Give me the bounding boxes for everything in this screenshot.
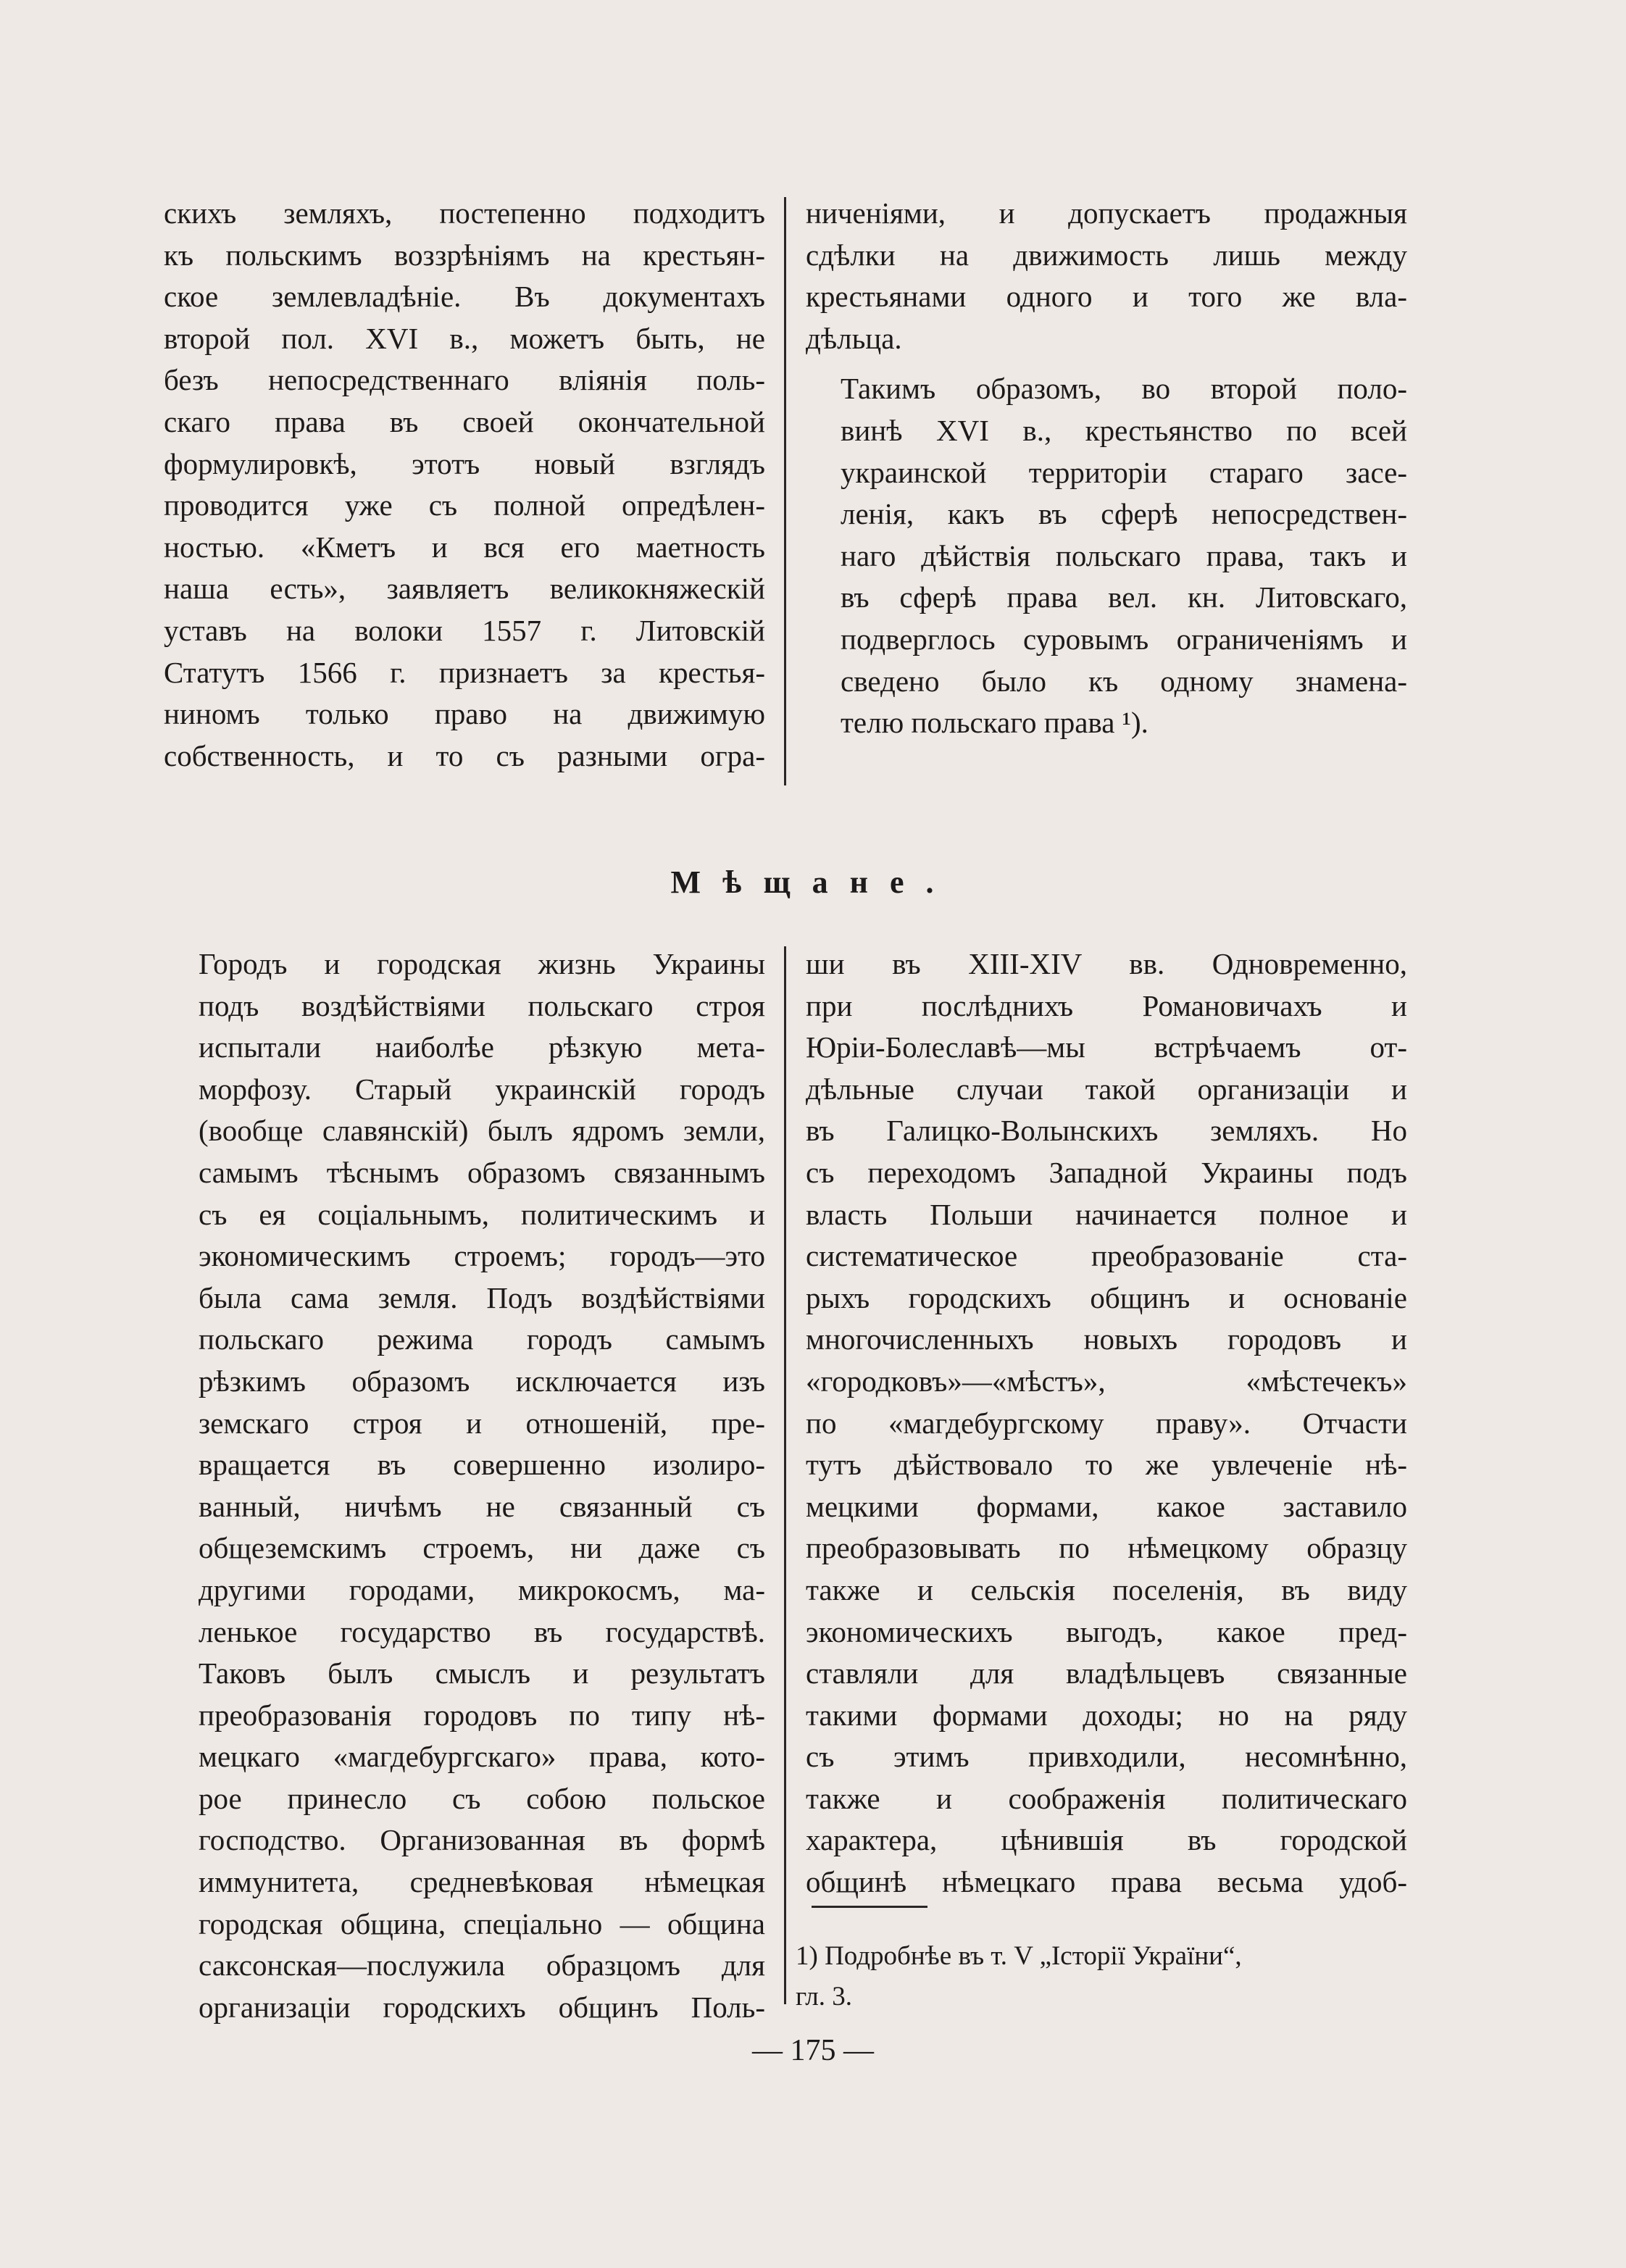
text-line: ши въ XIII-XIV вв. Одновременно, (806, 947, 1407, 980)
text-line: рыхъ городскихъ общинъ и основаніе (806, 1280, 1407, 1314)
text-line: винѣ XVI в., крестьянство по всей (841, 413, 1407, 447)
text-line: такими формами доходы; но на ряду (806, 1698, 1407, 1732)
text-line: общинѣ нѣмецкаго права весьма удоб- (806, 1865, 1407, 1899)
text-line: телю польскаго права ¹). (841, 706, 1148, 740)
text-line: земскаго строя и отношеній, пре- (199, 1406, 765, 1440)
text-line: испытали наиболѣе рѣзкую мета- (199, 1030, 765, 1064)
text-line: тутъ дѣйствовало то же увлеченіе нѣ- (806, 1448, 1407, 1482)
text-line: ское землевладѣніе. Въ документахъ (164, 280, 765, 314)
text-line: «городковъ»—«мѣстъ», «мѣстечекъ» (806, 1364, 1407, 1398)
text-line: вращается въ совершенно изолиро- (199, 1448, 765, 1482)
text-line: при послѣднихъ Романовичахъ и (806, 988, 1407, 1022)
bottom-right-column (806, 943, 1407, 1904)
text-line: по «магдебургскому праву». Отчасти (806, 1406, 1407, 1440)
bottom-left-column (164, 943, 765, 2028)
text-line: также и соображенія политическаго (806, 1781, 1407, 1815)
section-heading: Мѣщане. (670, 864, 956, 900)
text-line: дѣльца. (806, 321, 902, 355)
text-line: власть Польши начинается полное и (806, 1197, 1407, 1231)
text-line: также и сельскія поселенія, въ виду (806, 1572, 1407, 1606)
text-line: ленькое государство въ государствѣ. (199, 1614, 765, 1648)
page-number: — 175 — (752, 2034, 874, 2067)
text-line: многочисленныхъ новыхъ городовъ и (806, 1322, 1407, 1356)
text-line: Городъ и городская жизнь Украины (199, 947, 765, 980)
text-line: мецкаго «магдебургскаго» права, кото- (199, 1740, 765, 1774)
paragraph (806, 368, 1407, 743)
text-line: самымъ тѣснымъ образомъ связаннымъ (199, 1155, 765, 1189)
bottom-column-divider (784, 946, 786, 2004)
text-line: мецкими формами, какое заставило (806, 1489, 1407, 1523)
text-line: съ переходомъ Западной Украины подъ (806, 1155, 1407, 1189)
text-line: ленія, какъ въ сферѣ непосредствен- (841, 497, 1407, 531)
top-right-column (806, 193, 1407, 744)
text-line: саксонская—послужила образцомъ для (199, 1948, 765, 1983)
footnote-marker: 1) (796, 1941, 818, 1971)
paragraph (164, 943, 765, 2028)
text-line: сдѣлки на движимость лишь между (806, 238, 1407, 272)
text-line: ниномъ только право на движимую (164, 697, 765, 731)
text-line: Такимъ образомъ, во второй поло- (841, 372, 1407, 406)
text-line: рѣзкимъ образомъ исключается изъ (199, 1364, 765, 1398)
text-line: подверглось суровымъ ограниченіямъ и (841, 622, 1407, 656)
text-line: Статутъ 1566 г. признаетъ за крестья- (164, 655, 765, 689)
text-line: Юріи-Болеславѣ—мы встрѣчаемъ от- (806, 1030, 1407, 1064)
text-line: къ польскимъ воззрѣніямъ на крестьян- (164, 238, 765, 272)
text-line: экономическимъ строемъ; городъ—это (199, 1239, 765, 1273)
text-line: подъ воздѣйствіями польскаго строя (199, 988, 765, 1022)
text-line: крестьянами одного и того же вла- (806, 280, 1407, 314)
text-line: дѣльные случаи такой организаціи и (806, 1072, 1407, 1106)
text-line: съ этимъ привходили, несомнѣнно, (806, 1740, 1407, 1774)
paragraph (806, 193, 1407, 359)
text-line: ставляли для владѣльцевъ связанные (806, 1656, 1407, 1690)
footnote (796, 1936, 1404, 2017)
text-line: морфозу. Старый украинскій городъ (199, 1072, 765, 1106)
text-line: второй пол. XVI в., можетъ быть, не (164, 321, 765, 355)
text-line: была сама земля. Подъ воздѣйствіями (199, 1280, 765, 1314)
text-line: формулировкѣ, этотъ новый взглядъ (164, 446, 765, 480)
paragraph (806, 943, 1407, 1904)
text-line: съ ея соціальнымъ, политическимъ и (199, 1197, 765, 1231)
text-line: экономическихъ выгодъ, какое пред- (806, 1614, 1407, 1648)
text-line: ниченіями, и допускаетъ продажныя (806, 196, 1407, 230)
text-line: другими городами, микрокосмъ, ма- (199, 1572, 765, 1606)
text-line: проводится уже съ полной опредѣлен- (164, 488, 765, 522)
text-line: господство. Организованная въ формѣ (199, 1823, 765, 1857)
text-line: общеземскимъ строемъ, ни даже съ (199, 1531, 765, 1565)
footnote-rule (812, 1906, 927, 1908)
text-line: сведено было къ одному знамена- (841, 664, 1407, 698)
text-line: преобразованія городовъ по типу нѣ- (199, 1698, 765, 1732)
text-line: наго дѣйствія польскаго права, такъ и (841, 538, 1407, 572)
text-line: собственность, и то съ разными огра- (164, 738, 765, 772)
top-column-divider (784, 197, 786, 785)
text-line: Таковъ былъ смыслъ и результатъ (199, 1656, 765, 1690)
text-line: въ сферѣ права вел. кн. Литовскаго, (841, 580, 1407, 614)
text-line: наша есть», заявляетъ великокняжескій (164, 572, 765, 606)
text-line: городская община, спеціально — община (199, 1906, 765, 1940)
text-line: ностью. «Кметъ и вся его маетность (164, 530, 765, 564)
text-line: скихъ земляхъ, постепенно подходитъ (164, 196, 765, 230)
text-line: организаціи городскихъ общинъ Поль- (199, 1990, 765, 2024)
text-line: украинской территоріи стараго засе- (841, 455, 1407, 489)
footnote-text: Подробнѣе въ т. V „Історії України“, (825, 1941, 1242, 1971)
text-line: иммунитета, средневѣковая нѣмецкая (199, 1865, 765, 1899)
text-line: рое принесло съ собою польское (199, 1781, 765, 1815)
text-line: безъ непосредственнаго вліянія поль- (164, 363, 765, 397)
top-left-column (164, 193, 765, 777)
paragraph (164, 193, 765, 777)
footnote-text-line2: гл. 3. (796, 1982, 853, 2011)
text-line: преобразовывать по нѣмецкому образцу (806, 1531, 1407, 1565)
text-line: уставъ на волоки 1557 г. Литовскій (164, 613, 765, 647)
text-line: въ Галицко-Волынскихъ земляхъ. Но (806, 1114, 1407, 1148)
text-line: характера, цѣнившія въ городской (806, 1823, 1407, 1857)
text-line: скаго права въ своей окончательной (164, 404, 765, 438)
text-line: польскаго режима городъ самымъ (199, 1322, 765, 1356)
text-line: систематическое преобразованіе ста- (806, 1239, 1407, 1273)
text-line: ванный, ничѣмъ не связанный съ (199, 1489, 765, 1523)
text-line: (вообще славянскій) былъ ядромъ земли, (199, 1114, 765, 1148)
